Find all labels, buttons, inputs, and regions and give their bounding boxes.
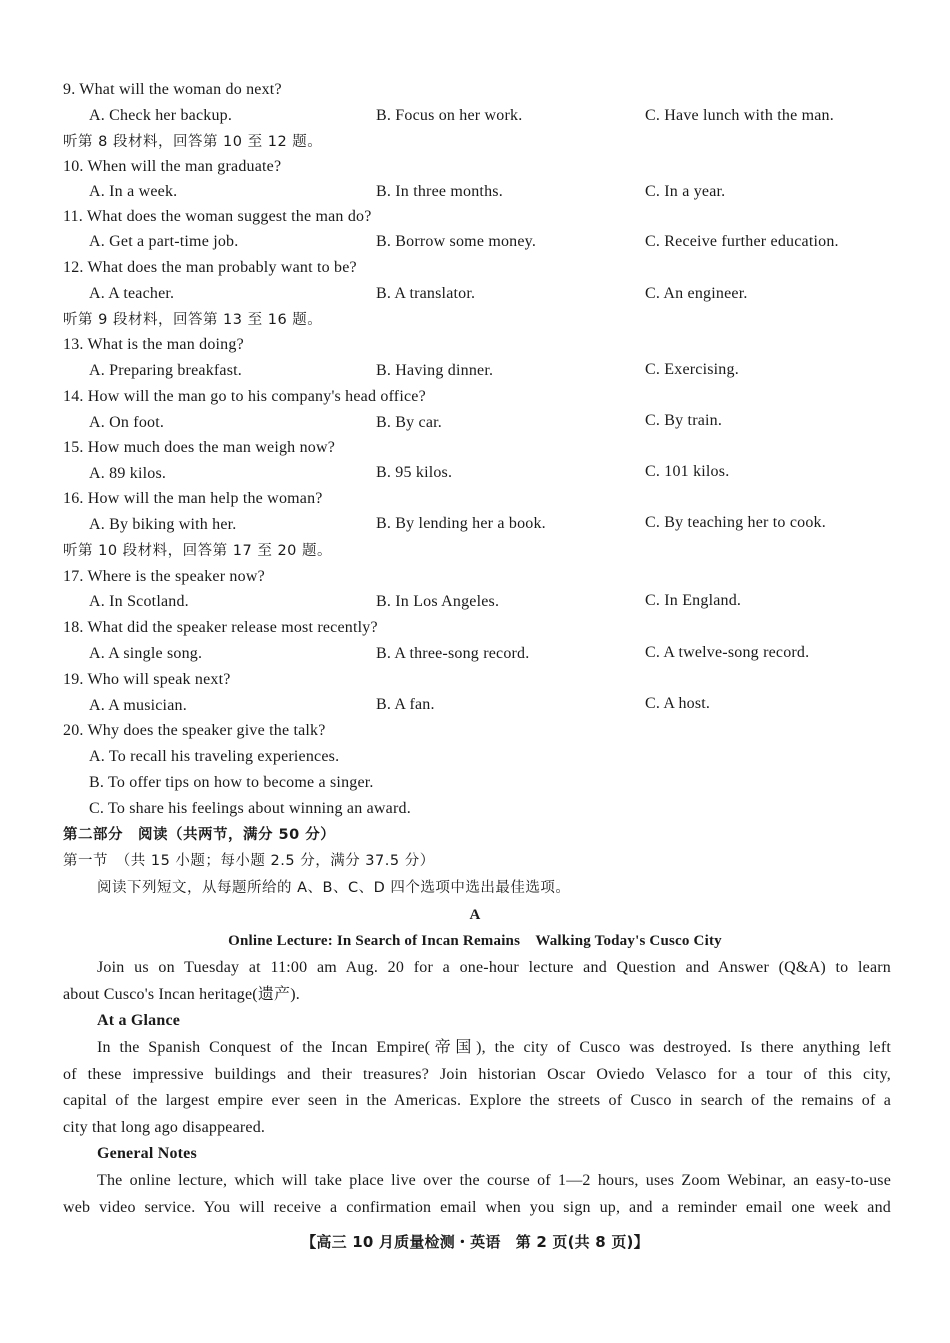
q20-option-c: C. To share his feelings about winning an award. [89,800,411,817]
q12-option-c: C. An engineer. [645,285,748,302]
q12-option-b: B. A translator. [376,285,476,302]
notes-line-1: The online lecture, which will take place live over the course of 1—2 hours, uses Zoom Webinar, an easy-to-use [97,1172,891,1189]
glance-line-2: of these impressive buildings and their treasures? Join historian Oscar Oviedo Velasco for a tour of this city, [63,1066,891,1083]
q18-option-c: C. A twelve-song record. [645,644,810,661]
q13-option-a: A. Preparing breakfast. [89,362,242,379]
general-notes-heading: General Notes [97,1145,197,1162]
q18-option-b: B. A three-song record. [376,645,530,662]
q11-option-a: A. Get a part-time job. [89,233,239,250]
intro-line-1: Join us on Tuesday at 11:00 am Aug. 20 for a one-hour lecture and Question and Answer (Q&A) to learn [97,959,891,976]
q19-option-c: C. A host. [645,695,711,712]
question-10: 10. When will the man graduate? [63,158,282,175]
section-one-title: 第一节 （共 15 小题；每小题 2.5 分，满分 37.5 分） [63,853,435,869]
q20-option-a: A. To recall his traveling experiences. [89,748,340,765]
q11-option-b: B. Borrow some money. [376,233,537,250]
section-10-instruction: 听第 10 段材料，回答第 17 至 20 题。 [63,543,333,559]
question-13: 13. What is the man doing? [63,336,244,353]
question-19: 19. Who will speak next? [63,671,231,688]
q19-option-a: A. A musician. [89,697,187,714]
question-20: 20. Why does the speaker give the talk? [63,722,326,739]
section-8-instruction: 听第 8 段材料，回答第 10 至 12 题。 [63,134,323,150]
q9-option-b: B. Focus on her work. [376,107,523,124]
q10-option-a: A. In a week. [89,183,178,200]
part-two-title: 第二部分 阅读（共两节，满分 50 分） [63,827,336,843]
q14-option-b: B. By car. [376,414,442,431]
q13-option-b: B. Having dinner. [376,362,494,379]
question-14: 14. How will the man go to his company's head office? [63,388,426,405]
q10-option-c: C. In a year. [645,183,726,200]
reading-instruction: 阅读下列短文，从每题所给的 A、B、C、D 四个选项中选出最佳选项。 [97,880,571,896]
question-15: 15. How much does the man weigh now? [63,439,336,456]
q17-option-b: B. In Los Angeles. [376,593,500,610]
notes-line-2: web video service. You will receive a confirmation email when you sign up, and a reminder email one week and [63,1199,891,1216]
q15-option-b: B. 95 kilos. [376,464,453,481]
q9-option-a: A. Check her backup. [89,107,233,124]
glance-line-3: capital of the largest empire ever seen in the Americas. Explore the streets of Cusco in search of the remains of a [63,1092,891,1109]
passage-letter: A [469,907,481,923]
q9-option-c: C. Have lunch with the man. [645,107,834,124]
q14-option-c: C. By train. [645,412,723,429]
q10-option-b: B. In three months. [376,183,503,200]
page-footer: 【高三 10 月质量检测・英语 第 2 页(共 8 页)】 [301,1233,649,1251]
section-9-instruction: 听第 9 段材料，回答第 13 至 16 题。 [63,312,323,328]
question-9: 9. What will the woman do next? [63,81,282,98]
q17-option-a: A. In Scotland. [89,593,189,610]
question-17: 17. Where is the speaker now? [63,568,265,585]
question-18: 18. What did the speaker release most recently? [63,619,378,636]
q17-option-c: C. In England. [645,592,742,609]
intro-line-2: about Cusco's Incan heritage(遗产). [63,986,300,1003]
q20-option-b: B. To offer tips on how to become a singer. [89,774,374,791]
q15-option-a: A. 89 kilos. [89,465,167,482]
at-a-glance-heading: At a Glance [97,1012,181,1029]
question-12: 12. What does the man probably want to be? [63,259,357,276]
q16-option-c: C. By teaching her to cook. [645,514,826,531]
question-11: 11. What does the woman suggest the man do? [63,208,372,225]
q18-option-a: A. A single song. [89,645,203,662]
glance-line-4: city that long ago disappeared. [63,1119,266,1136]
q11-option-c: C. Receive further education. [645,233,839,250]
q16-option-a: A. By biking with her. [89,516,237,533]
q15-option-c: C. 101 kilos. [645,463,730,480]
q12-option-a: A. A teacher. [89,285,175,302]
q13-option-c: C. Exercising. [645,361,739,378]
glance-line-1: In the Spanish Conquest of the Incan Empire(帝国), the city of Cusco was destroyed. Is there anything left [97,1039,891,1056]
q16-option-b: B. By lending her a book. [376,515,546,532]
passage-title: Online Lecture: In Search of Incan Remains Walking Today's Cusco City [228,933,722,949]
q14-option-a: A. On foot. [89,414,165,431]
question-16: 16. How will the man help the woman? [63,490,323,507]
q19-option-b: B. A fan. [376,696,435,713]
